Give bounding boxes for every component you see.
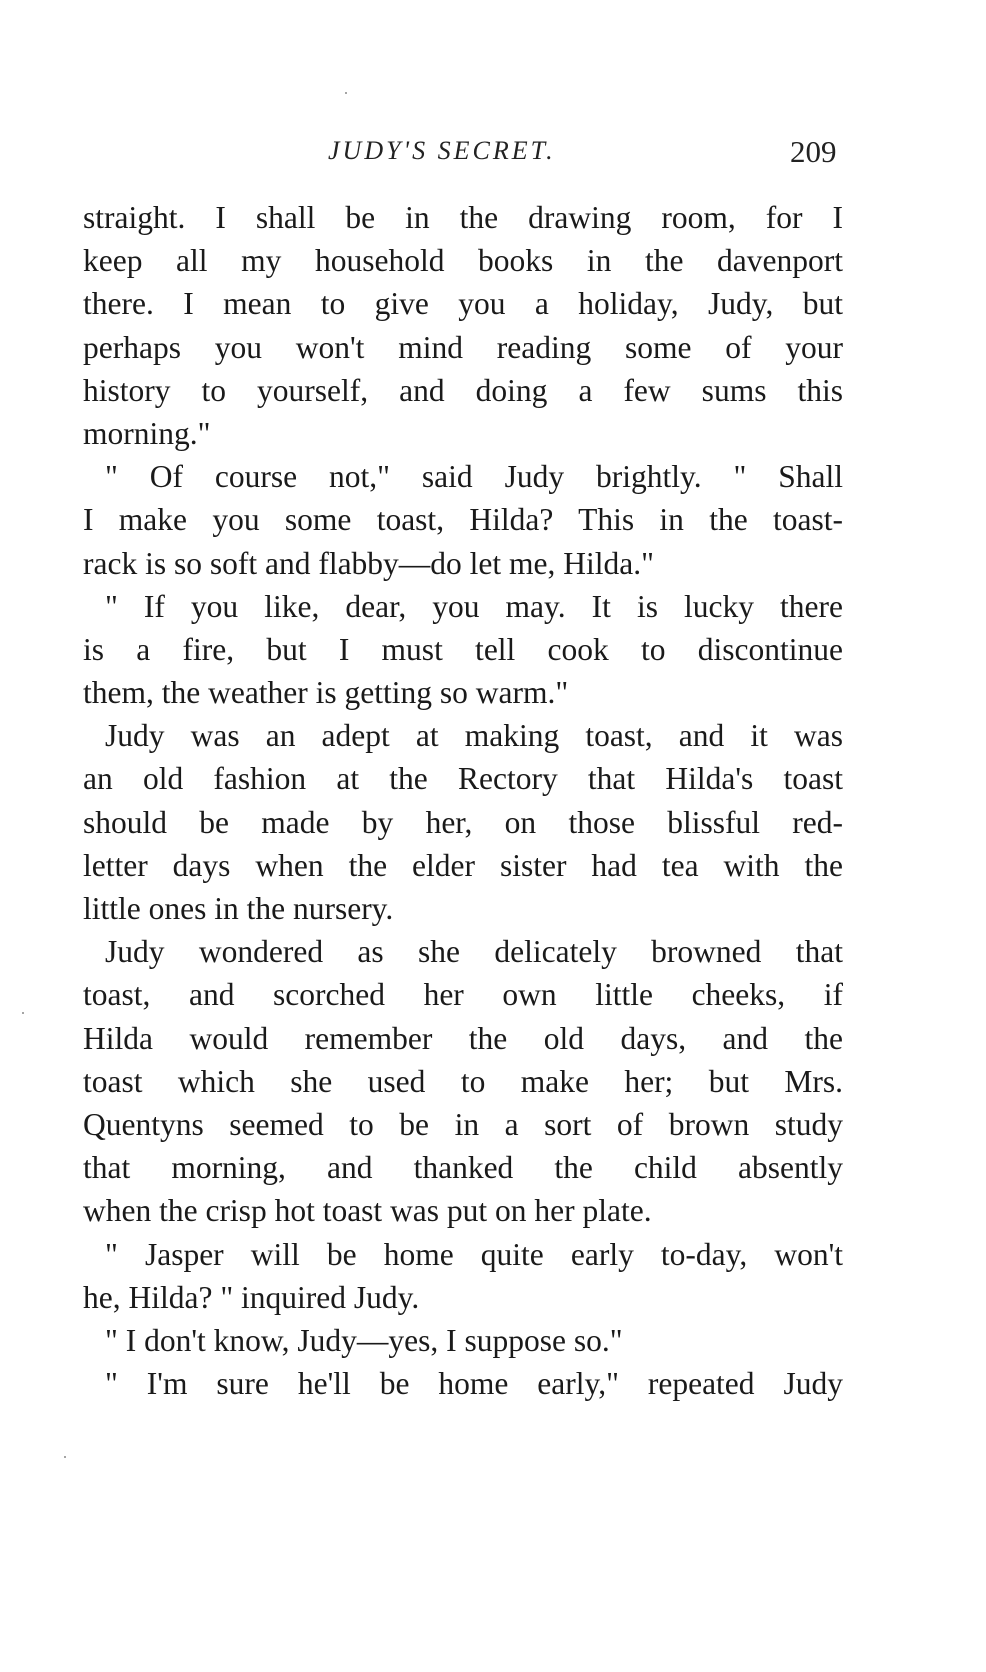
text-line: morning." [83, 415, 211, 451]
text-line: toast which she used to make her; but Mrs. [83, 1063, 843, 1099]
running-head: JUDY'S SECRET. [328, 136, 556, 165]
text-line: " Of course not," said Judy brightly. " Shall [105, 459, 843, 495]
speck-mark [64, 1456, 66, 1458]
page-header [0, 136, 986, 176]
text-line: when the crisp hot toast was put on her plate. [83, 1193, 652, 1229]
text-line: letter days when the elder sister had tea with the [83, 847, 843, 883]
text-line: Judy wondered as she delicately browned that [105, 934, 843, 970]
text-line: he, Hilda? " inquired Judy. [83, 1279, 420, 1315]
text-line: " I'm sure he'll be home early," repeated Judy [105, 1366, 843, 1402]
text-line: Hilda would remember the old days, and the [83, 1020, 843, 1056]
text-line: is a fire, but I must tell cook to discontinue [83, 631, 843, 667]
text-line: keep all my household books in the davenport [83, 243, 843, 279]
text-line: " I don't know, Judy—yes, I suppose so." [105, 1322, 623, 1358]
text-line: rack is so soft and flabby—do let me, Hilda." [83, 545, 654, 581]
text-line: " If you like, dear, you may. It is lucky there [105, 588, 843, 624]
text-line: " Jasper will be home quite early to-day, won't [105, 1236, 843, 1272]
text-line: little ones in the nursery. [83, 891, 394, 926]
text-line: Quentyns seemed to be in a sort of brown study [83, 1106, 843, 1142]
text-line: that morning, and thanked the child absently [83, 1150, 843, 1186]
text-line: straight. I shall be in the drawing room, for I [83, 200, 843, 235]
text-line: should be made by her, on those blissful red- [83, 804, 843, 840]
text-line: perhaps you won't mind reading some of your [83, 329, 843, 365]
speck-mark [22, 1012, 24, 1014]
text-line: I make you some toast, Hilda? This in the toast- [83, 502, 843, 538]
text-line: toast, and scorched her own little cheeks, if [83, 977, 843, 1013]
text-line: an old fashion at the Rectory that Hilda's toast [83, 761, 843, 797]
text-line: them, the weather is getting so warm." [83, 675, 569, 711]
body-text [83, 196, 843, 1405]
speck-mark [345, 92, 347, 94]
text-line: history to yourself, and doing a few sums this [83, 372, 843, 408]
text-line: there. I mean to give you a holiday, Judy, but [83, 286, 843, 322]
text-line: Judy was an adept at making toast, and it was [105, 718, 843, 754]
page-number: 209 [790, 134, 837, 169]
